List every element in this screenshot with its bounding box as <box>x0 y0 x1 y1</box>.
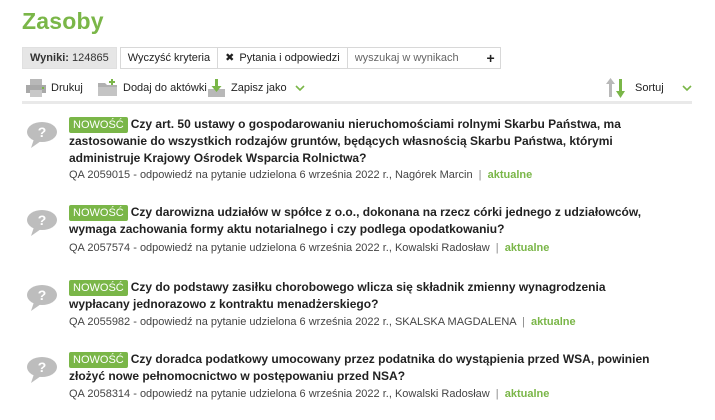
item-title-link[interactable] <box>69 279 669 313</box>
results-label: Wyniki: <box>30 52 69 64</box>
meta-separator: | <box>522 316 525 328</box>
status-badge: aktualne <box>487 169 533 181</box>
filter-chip-label: Pytania i odpowiedzi <box>239 52 340 64</box>
item-title-link[interactable] <box>69 204 669 238</box>
new-badge: NOWOŚĆ <box>69 352 128 368</box>
svg-text:?: ? <box>37 124 47 140</box>
page-title: Zasoby <box>22 8 104 34</box>
item-title-link[interactable] <box>69 351 669 385</box>
sort-button[interactable] <box>605 77 692 99</box>
add-search-icon[interactable]: + <box>486 50 495 66</box>
toolbar <box>22 75 692 104</box>
status-badge: aktualne <box>504 242 550 254</box>
question-bubble-icon <box>26 121 58 149</box>
print-button[interactable] <box>25 77 83 99</box>
item-meta <box>69 388 549 400</box>
item-meta <box>69 169 532 181</box>
add-to-briefcase-label: Dodaj do aktówki <box>123 82 207 94</box>
item-title-text[interactable]: Czy doradca podatkowy umocowany przez podatnika do wystąpienia przed WSA, powinien złożyć nowe pełnomocnictwo w postępowaniu przed NSA? <box>69 352 650 383</box>
save-as-label: Zapisz jako <box>231 82 287 94</box>
printer-icon <box>25 78 47 98</box>
svg-text:?: ? <box>37 359 47 375</box>
new-badge: NOWOŚĆ <box>69 280 128 296</box>
results-count: 124865 <box>71 52 109 64</box>
search-in-results-input[interactable] <box>355 49 475 67</box>
item-meta-text: QA 2059015 - odpowiedź na pytanie udzielona 6 września 2022 r., Nagórek Marcin <box>69 169 473 181</box>
svg-text:?: ? <box>37 212 47 228</box>
remove-filter-icon[interactable]: ✖ <box>225 52 235 64</box>
question-bubble-icon <box>26 284 58 312</box>
search-in-results <box>348 47 501 69</box>
filter-bar <box>22 47 501 69</box>
item-meta-text: QA 2055982 - odpowiedź na pytanie udzielona 6 września 2022 r., SKALSKA MAGDALENA <box>69 316 516 328</box>
item-title-link[interactable] <box>69 116 669 167</box>
item-meta-text: QA 2058314 - odpowiedź na pytanie udzielona 6 września 2022 r., Kowalski Radosław <box>69 388 490 400</box>
save-as-button[interactable] <box>207 77 305 99</box>
results-count-box <box>22 47 117 69</box>
new-badge: NOWOŚĆ <box>69 117 128 133</box>
sort-icon <box>605 77 627 99</box>
meta-separator: | <box>478 169 482 181</box>
add-to-briefcase-button[interactable] <box>97 77 207 99</box>
svg-text:?: ? <box>37 287 47 303</box>
save-as-chevron-down-icon[interactable] <box>295 85 305 92</box>
sort-label: Sortuj <box>635 82 664 94</box>
question-bubble-icon <box>26 356 58 384</box>
folder-add-icon <box>97 78 119 98</box>
meta-separator: | <box>495 388 499 400</box>
clear-criteria-button[interactable]: Wyczyść kryteria <box>120 47 218 69</box>
new-badge: NOWOŚĆ <box>69 205 128 221</box>
status-badge: aktualne <box>504 388 550 400</box>
sort-chevron-down-icon[interactable] <box>682 85 692 92</box>
item-title-text[interactable]: Czy art. 50 ustawy o gospodarowaniu nieruchomościami rolnymi Skarbu Państwa, ma zastosowanie do wszystkich rodzajów gruntów, będących własnością Skarbu Państwa, którymi administruje Krajowy Ośrodek Wsparcia Rolnictwa? <box>69 117 621 165</box>
item-title-text[interactable]: Czy darowizna udziałów w spółce z o.o., dokonana na rzecz córki jednego z udziałowców, wymaga zachowania formy aktu notarialnego i czy podlega opodatkowaniu? <box>69 205 642 236</box>
meta-separator: | <box>495 242 499 254</box>
question-bubble-icon <box>26 209 58 237</box>
item-meta <box>69 316 576 328</box>
download-icon <box>207 78 227 98</box>
print-label: Drukuj <box>51 82 83 94</box>
filter-chip-questions[interactable] <box>218 47 348 69</box>
item-title-text[interactable]: Czy do podstawy zasiłku chorobowego wlicza się składnik zmienny wynagrodzenia wypłacany jednorazowo z kontraktu menadżerskiego? <box>69 280 606 311</box>
item-meta-text: QA 2057574 - odpowiedź na pytanie udzielona 6 września 2022 r., Kowalski Radosław <box>69 242 490 254</box>
item-meta <box>69 242 549 254</box>
status-badge: aktualne <box>530 316 576 328</box>
